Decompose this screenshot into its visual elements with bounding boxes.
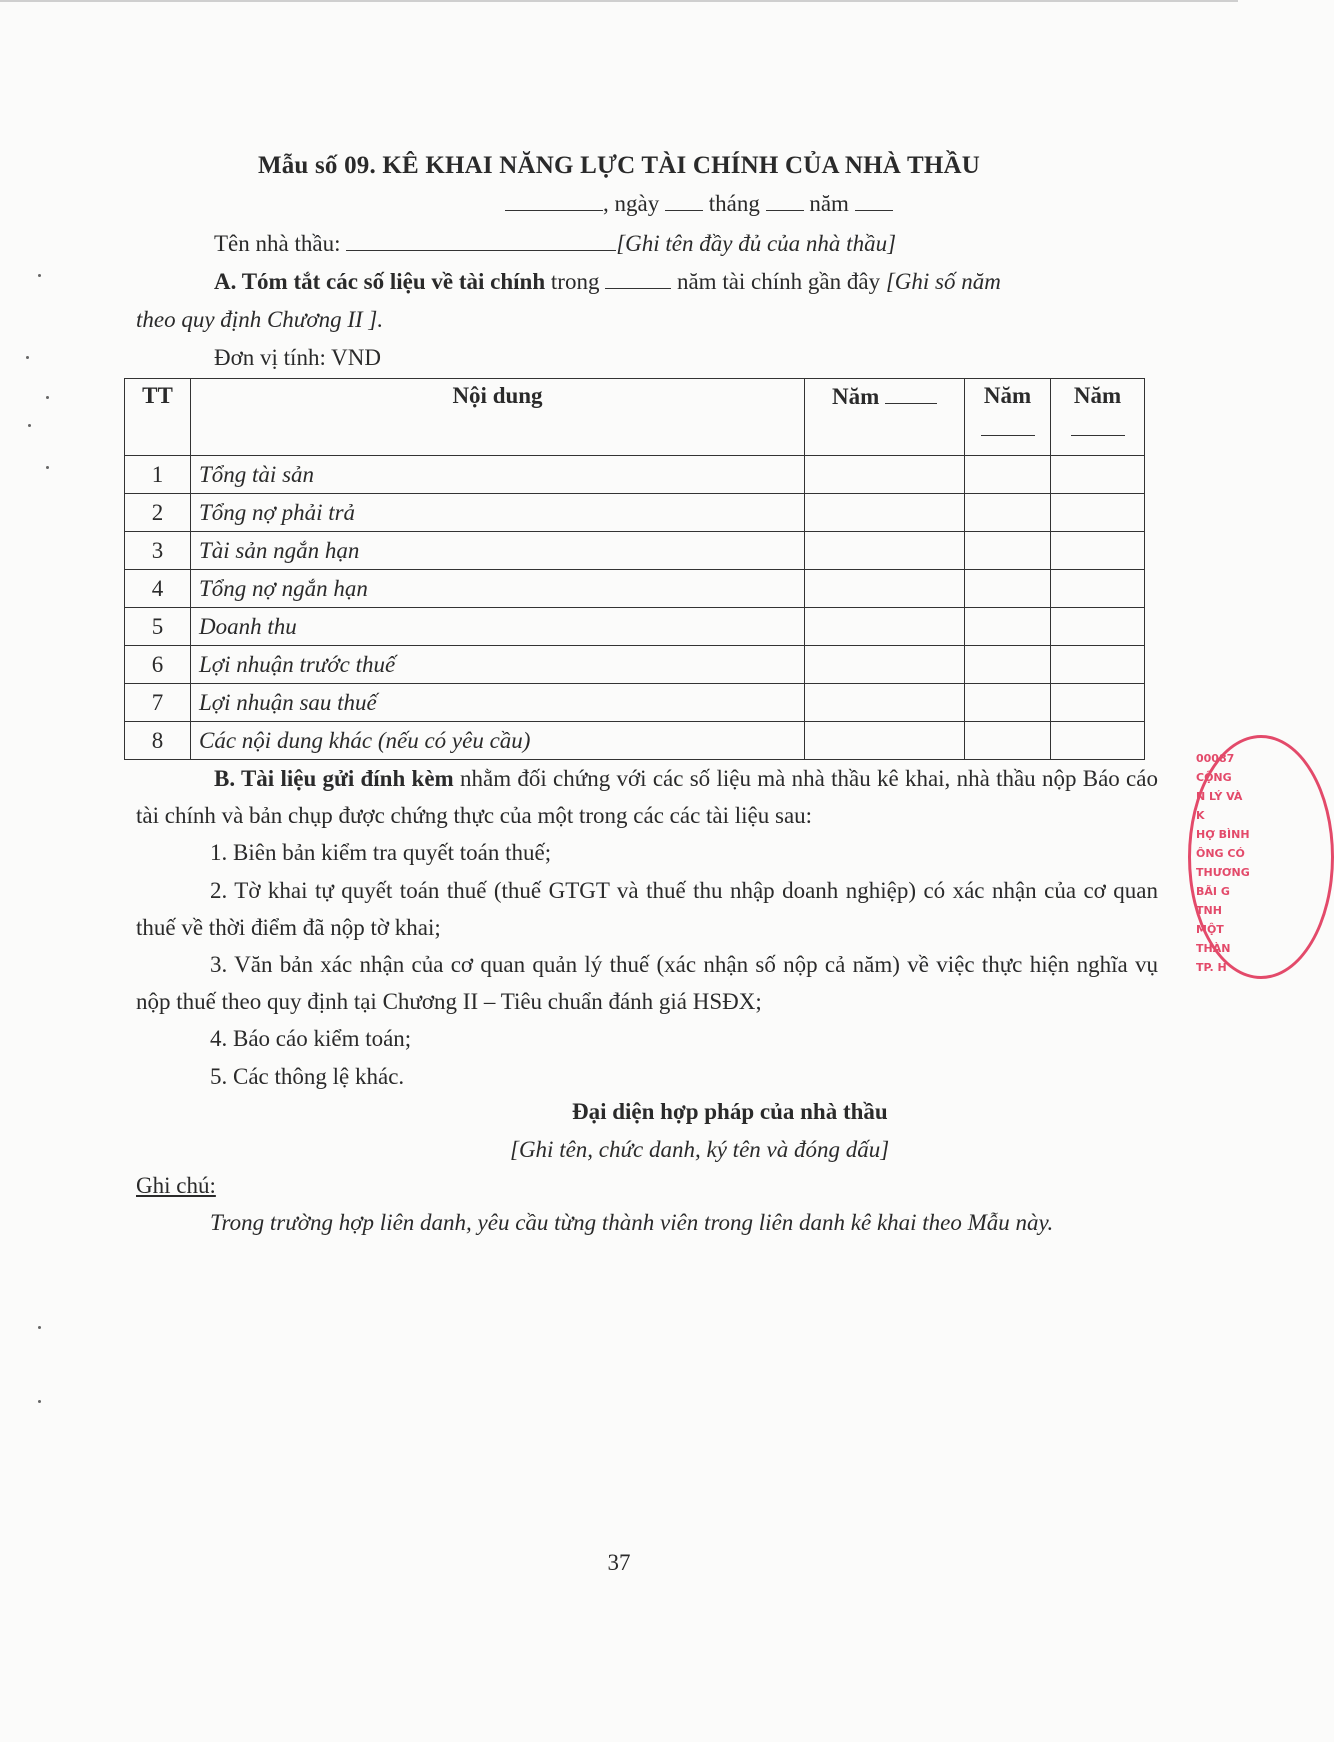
row-number: 2 <box>125 494 191 532</box>
row-content: Tổng nợ ngắn hạn <box>191 570 805 608</box>
row-number: 3 <box>125 532 191 570</box>
date-line: , ngày tháng năm <box>505 190 893 218</box>
section-b-paragraph: B. Tài liệu gửi đính kèm nhằm đối chứng với các số liệu mà nhà thầu kê khai, nhà thầu nộp Báo cáo tài chính và bản chụp được chứng thực của một trong các các tài liệu sau: <box>136 766 1158 828</box>
signature-title: Đại diện hợp pháp của nhà thầu <box>572 1099 888 1124</box>
row-number: 1 <box>125 456 191 494</box>
section-b-item: 4. Báo cáo kiểm toán; <box>210 1026 412 1051</box>
header-year-3: Năm <box>1051 379 1145 456</box>
row-year-3-value <box>1051 456 1145 494</box>
table-row <box>125 570 1145 608</box>
row-year-1-value <box>805 608 965 646</box>
row-year-2-value <box>965 646 1051 684</box>
table-row <box>125 608 1145 646</box>
table-row <box>125 646 1145 684</box>
row-content: Các nội dung khác (nếu có yêu cầu) <box>191 722 805 760</box>
table-header-row <box>125 379 1145 456</box>
row-number: 6 <box>125 646 191 684</box>
stamp-text: N LÝ VÀ K <box>1196 790 1243 822</box>
row-number: 4 <box>125 570 191 608</box>
row-year-3-value <box>1051 608 1145 646</box>
signature-hint: [Ghi tên, chức danh, ký tên và đóng dấu] <box>510 1137 890 1162</box>
row-year-2-value <box>965 570 1051 608</box>
stamp-text: TP. H <box>1196 961 1227 974</box>
row-number: 8 <box>125 722 191 760</box>
row-content: Tổng nợ phải trả <box>191 494 805 532</box>
row-year-1-value <box>805 570 965 608</box>
scan-speck <box>46 466 49 469</box>
unit-label: Đơn vị tính: VND <box>214 345 381 370</box>
row-year-3-value <box>1051 532 1145 570</box>
row-number: 7 <box>125 684 191 722</box>
table-row <box>125 456 1145 494</box>
stamp-text: CỘNG <box>1196 771 1232 784</box>
row-content: Tài sản ngắn hạn <box>191 532 805 570</box>
section-a-line: A. Tóm tắt các số liệu về tài chính trong năm tài chính gần đây [Ghi số năm <box>214 269 1001 294</box>
stamp-text: BÃI G <box>1196 885 1230 898</box>
row-year-2-value <box>965 722 1051 760</box>
form-title: Mẫu số 09. KÊ KHAI NĂNG LỰC TÀI CHÍNH CỦA NHÀ THẦU <box>257 152 981 179</box>
header-year-2: Năm <box>965 379 1051 456</box>
row-year-1-value <box>805 494 965 532</box>
page-number: 37 <box>607 1550 631 1575</box>
note-label: Ghi chú: <box>136 1173 216 1198</box>
stamp-text: ÔNG CÓ <box>1196 847 1245 860</box>
scan-speck <box>38 1400 41 1403</box>
section-b-item: 3. Văn bản xác nhận của cơ quan quản lý thuế (xác nhận số nộp cả năm) về việc thực hiện nghĩa vụ nộp thuế theo quy định tại Chương II – Tiêu chuẩn đánh giá HSĐX; <box>136 952 1158 1014</box>
row-year-2-value <box>965 608 1051 646</box>
scan-speck <box>26 356 29 359</box>
scan-edge <box>0 0 1238 2</box>
row-content: Lợi nhuận sau thuế <box>191 684 805 722</box>
row-year-3-value <box>1051 494 1145 532</box>
red-seal-stamp <box>1182 735 1252 973</box>
stamp-text: THƯƠNG <box>1196 866 1250 879</box>
section-a-hint: theo quy định Chương II ]. <box>136 307 384 332</box>
stamp-text: MỘT THÀN <box>1196 923 1231 955</box>
note-text: Trong trường hợp liên danh, yêu cầu từng thành viên trong liên danh kê khai theo Mẫu này. <box>210 1210 1054 1235</box>
row-content: Lợi nhuận trước thuế <box>191 646 805 684</box>
scan-speck <box>38 1326 41 1329</box>
row-content: Tổng tài sản <box>191 456 805 494</box>
row-year-3-value <box>1051 646 1145 684</box>
row-year-2-value <box>965 532 1051 570</box>
scan-speck <box>38 274 41 277</box>
row-year-1-value <box>805 684 965 722</box>
scan-speck <box>28 424 31 427</box>
contractor-line: Tên nhà thầu: [Ghi tên đầy đủ của nhà thầu] <box>214 231 897 256</box>
stamp-text: TNH <box>1196 904 1222 917</box>
row-year-1-value <box>805 646 965 684</box>
table-row <box>125 684 1145 722</box>
header-tt: TT <box>125 379 191 456</box>
row-content: Doanh thu <box>191 608 805 646</box>
row-year-2-value <box>965 456 1051 494</box>
row-year-1-value <box>805 456 965 494</box>
header-content: Nội dung <box>191 379 805 456</box>
row-year-1-value <box>805 722 965 760</box>
table-row <box>125 532 1145 570</box>
table-row <box>125 494 1145 532</box>
section-b-item: 5. Các thông lệ khác. <box>210 1064 405 1089</box>
row-year-2-value <box>965 494 1051 532</box>
row-year-2-value <box>965 684 1051 722</box>
stamp-text: HỢ BÌNH <box>1196 828 1250 841</box>
section-b-item: 1. Biên bản kiểm tra quyết toán thuế; <box>210 840 552 865</box>
header-year-1: Năm <box>805 379 965 456</box>
row-year-3-value <box>1051 570 1145 608</box>
row-year-3-value <box>1051 684 1145 722</box>
row-year-1-value <box>805 532 965 570</box>
table-row <box>125 722 1145 760</box>
financial-table <box>124 378 1145 760</box>
section-b-item: 2. Tờ khai tự quyết toán thuế (thuế GTGT và thuế thu nhập doanh nghiệp) có xác nhận của cơ quan thuế về thời điểm đã nộp tờ khai; <box>136 878 1158 940</box>
row-year-3-value <box>1051 722 1145 760</box>
row-number: 5 <box>125 608 191 646</box>
scan-speck <box>46 396 49 399</box>
stamp-text: 00087 <box>1196 752 1235 765</box>
